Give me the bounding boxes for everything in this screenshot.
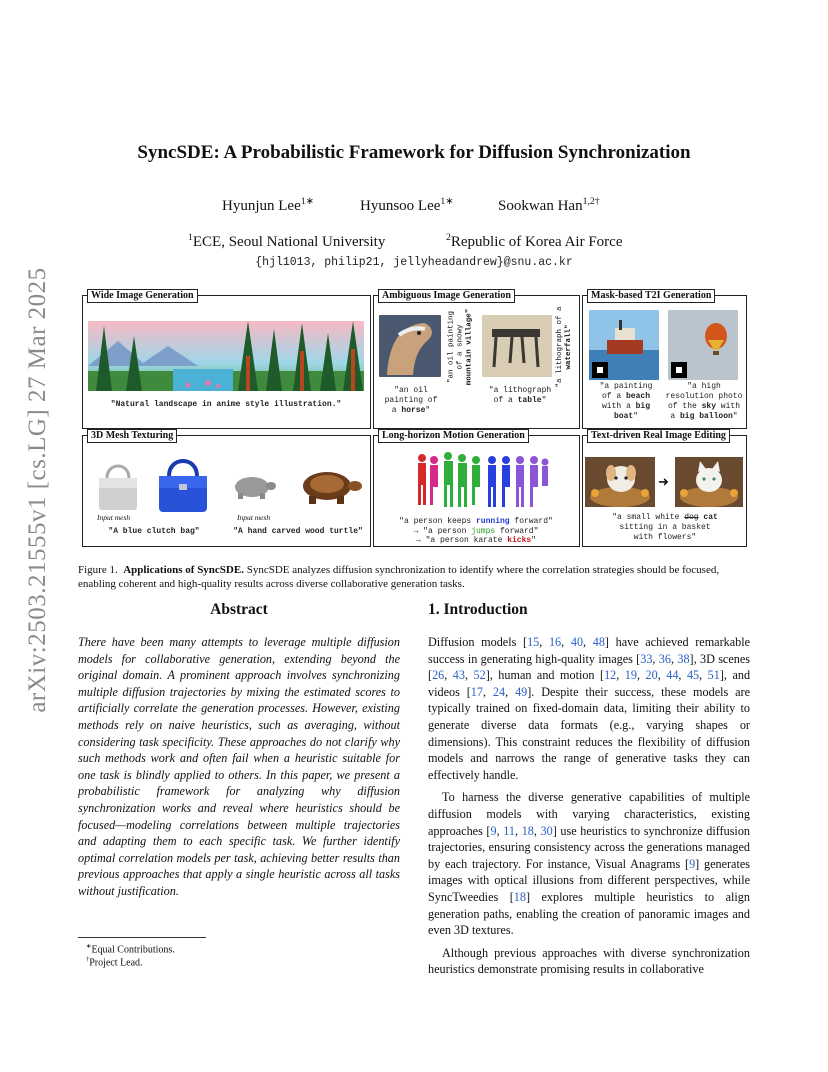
citation-link[interactable]: 9 <box>689 856 696 871</box>
intro-text: ], 3D scenes [ <box>428 651 751 683</box>
beach-boat-image <box>589 310 659 380</box>
mesh-caption-2: "A hand carved wood turtle" <box>233 527 363 536</box>
panel-motion-generation <box>373 430 580 547</box>
panel-title: Text-driven Real Image Editing <box>587 429 730 443</box>
intro-paragraph-2 <box>428 789 750 938</box>
author-emails: {hjl1013, philip21, jellyheadandrew}@snu.ac.kr <box>255 256 573 269</box>
citation-link[interactable]: 43 <box>452 668 465 683</box>
footnote-rule <box>78 937 206 938</box>
citation-link[interactable]: 49 <box>515 684 528 699</box>
citation-link[interactable]: 36 <box>658 651 671 666</box>
mesh-caption-1: "A blue clutch bag" <box>108 527 200 536</box>
grey-bag-mesh <box>93 456 143 514</box>
intro-text: , <box>670 651 678 666</box>
intro-text: ] generates images with optical illusions from different perspectives, while SyncTweedies [ <box>428 856 750 904</box>
sky-balloon-image <box>668 310 738 380</box>
intro-text: , <box>657 668 667 683</box>
panel-wide-image <box>82 290 371 429</box>
input-mesh-label-1: Input mesh <box>97 513 131 522</box>
arxiv-stamp <box>8 267 68 713</box>
intro-text: , <box>464 668 474 683</box>
input-mesh-label-2: Input mesh <box>237 513 271 522</box>
intro-text: , <box>533 823 541 838</box>
intro-text: ], human and motion [ <box>485 668 605 683</box>
intro-text: , <box>699 668 708 683</box>
affiliation-1: $^1$ECE, Seoul National University <box>188 232 386 250</box>
ambiguous-caption-2: "a lithograph of a table" <box>488 386 552 405</box>
citation-link[interactable]: 12 <box>604 668 617 683</box>
citation-link[interactable]: 15 <box>527 635 540 649</box>
intro-text: , <box>652 651 659 666</box>
intro-text: ] explores multiple heuristics to align generation paths, enabling the creation of panoramic images and even 3D textures. <box>428 889 750 938</box>
citation-link[interactable]: 30 <box>540 823 553 838</box>
citation-link[interactable]: 40 <box>570 635 584 649</box>
dog-basket-image <box>585 457 655 507</box>
footnote-1: ∗Equal Contributions. <box>86 943 175 956</box>
citation-link[interactable]: 16 <box>548 635 562 649</box>
abstract-heading: Abstract <box>210 601 268 618</box>
intro-text: , <box>616 668 625 683</box>
citation-link[interactable]: 26 <box>432 668 445 683</box>
citation-link[interactable]: 18 <box>521 823 534 838</box>
intro-text: , <box>444 668 453 683</box>
arxiv-stamp-text: arXiv:2503.21555v1 [cs.LG] 27 Mar 2025 <box>24 267 51 713</box>
citation-link[interactable]: 51 <box>707 668 720 683</box>
intro-text: , <box>482 684 493 699</box>
citation-link[interactable]: 9 <box>490 823 497 838</box>
intro-text: To harness the diverse generative capabilities of multiple diffusion models with varying characteristics, existing approaches [ <box>428 790 750 838</box>
intro-text: , <box>515 823 522 838</box>
citation-link[interactable]: 24 <box>492 684 506 699</box>
footnote-2: †Project Lead. <box>86 956 143 969</box>
panel-image-editing <box>582 430 747 547</box>
intro-text: , <box>539 635 549 649</box>
affiliation-2: $^2$Republic of Korea Air Force <box>446 232 623 250</box>
vertical-caption-2: "a lithograph of a waterfall" <box>556 306 573 388</box>
citation-link[interactable]: 33 <box>640 651 653 666</box>
figure-caption: Figure 1. Applications of SyncSDE. SyncSDE analyzes diffusion synchronization to identify where the correlation strategies should be focused, enabling coherent and high-quality results across diverse collaborative generation tasks. <box>78 564 720 590</box>
editing-caption: "a small white dog cat sitting in a basket with flowers" <box>612 513 718 542</box>
citation-link[interactable]: 20 <box>645 668 658 683</box>
intro-text: ] have achieved remarkable success in generating high-quality images [ <box>428 635 751 666</box>
horse-painting-image <box>379 315 441 377</box>
panel-title: Mask-based T2I Generation <box>587 289 715 303</box>
intro-paragraph-1 <box>428 634 750 783</box>
intro-text: , <box>678 668 687 683</box>
citation-link[interactable]: 18 <box>513 889 526 904</box>
paper-title: SyncSDE: A Probabilistic Framework for Diffusion Synchronization <box>137 142 691 163</box>
panel-mask-t2i <box>582 290 747 429</box>
wood-turtle-textured <box>293 464 365 506</box>
ambiguous-caption-1: "an oil painting of a horse" <box>384 386 438 415</box>
intro-text: ] use heuristics to synchronize diffusion trajectories, ensuring consistency across the generations managed by each trajectory. For instance, Visual Anagrams [ <box>428 823 751 871</box>
citation-link[interactable]: 38 <box>677 651 690 666</box>
intro-text: ]. Despite their success, these models are typically trained on fixed-domain data, limiting their ability to generate diverse data formats (e.g., varying shapes or dimensions). This constraint reduces the flexibility of diffusion models and narrows the range of generative tasks they can effectively handle. <box>428 684 751 782</box>
citation-link[interactable]: 44 <box>666 668 679 683</box>
grey-turtle-mesh <box>228 471 278 501</box>
abstract-body: There have been many attempts to leverage multiple diffusion models for collaborative generation, extending beyond the original domain. A prominent approach involves synchronizing multiple diffusion trajectories by mixing the estimated scores to artificially correlate the generation processes. However, existing methods rely on naive heuristics, such as averaging, without considering task specificity. These approaches do not clarify why such methods work and often fail when a heuristic suitable for one task is blindly applied to others. In this paper, we present a probabilistic framework for analyzing why diffusion synchronization works and reveal where heuristics should be focused—modeling correlations between multiple trajectories and adapting them to each specific task. We further identify optimal correlation models per task, achieving better results than previous approaches that apply a single heuristic across all tasks without justification. <box>78 635 400 898</box>
panel-title: Ambiguous Image Generation <box>378 289 515 303</box>
wide-caption: "Natural landscape in anime style illustration." <box>110 400 342 409</box>
intro-text: , <box>496 823 504 838</box>
panel-mesh-texturing <box>82 430 371 547</box>
citation-link[interactable]: 19 <box>624 668 637 683</box>
intro-text: Diffusion models [ <box>428 635 528 649</box>
citation-link[interactable]: 48 <box>592 635 605 649</box>
landscape-image <box>88 321 364 391</box>
intro-heading: 1. Introduction <box>428 601 528 618</box>
mask-caption-1: "a painting of a beach with a big boat" <box>599 382 653 421</box>
panel-title: Long-horizon Motion Generation <box>378 429 529 443</box>
motion-figures-image <box>414 450 549 512</box>
mask-caption-2: "a high resolution photo of the sky with a big balloon" <box>665 382 743 421</box>
arrow-right-icon: ➜ <box>658 474 669 489</box>
intro-body <box>428 634 750 978</box>
table-lithograph-image <box>482 315 552 377</box>
intro-text: , <box>561 635 571 649</box>
blue-bag-textured <box>155 452 211 516</box>
author-3: Sookwan Han$^{1,2\dagger}$ <box>498 196 600 214</box>
panel-title: 3D Mesh Texturing <box>87 429 177 443</box>
intro-paragraph-3: Although previous approaches with diverse synchronization heuristics demonstrate promising results in collaborative <box>428 945 750 977</box>
citation-link[interactable]: 11 <box>503 823 516 838</box>
author-1: Hyunjun Lee$^{1∗}$ <box>222 196 314 214</box>
motion-caption: "a person keeps running forward" → "a person jumps forward" → "a person karate kicks" <box>399 517 553 545</box>
panel-ambiguous-image <box>373 290 580 429</box>
citation-link[interactable]: 52 <box>473 668 486 683</box>
intro-text: , <box>583 635 593 649</box>
citation-link[interactable]: 17 <box>470 684 483 699</box>
citation-link[interactable]: 45 <box>686 668 700 683</box>
intro-text: ], and videos [ <box>428 668 751 699</box>
vertical-caption-1: "an oil painting of a snowy mountain village" <box>447 308 474 386</box>
intro-text: , <box>636 668 646 683</box>
author-2: Hyunsoo Lee$^{1∗}$ <box>360 196 454 214</box>
intro-text: , <box>505 684 516 699</box>
panel-title: Wide Image Generation <box>87 289 198 303</box>
cat-basket-image <box>675 457 743 507</box>
